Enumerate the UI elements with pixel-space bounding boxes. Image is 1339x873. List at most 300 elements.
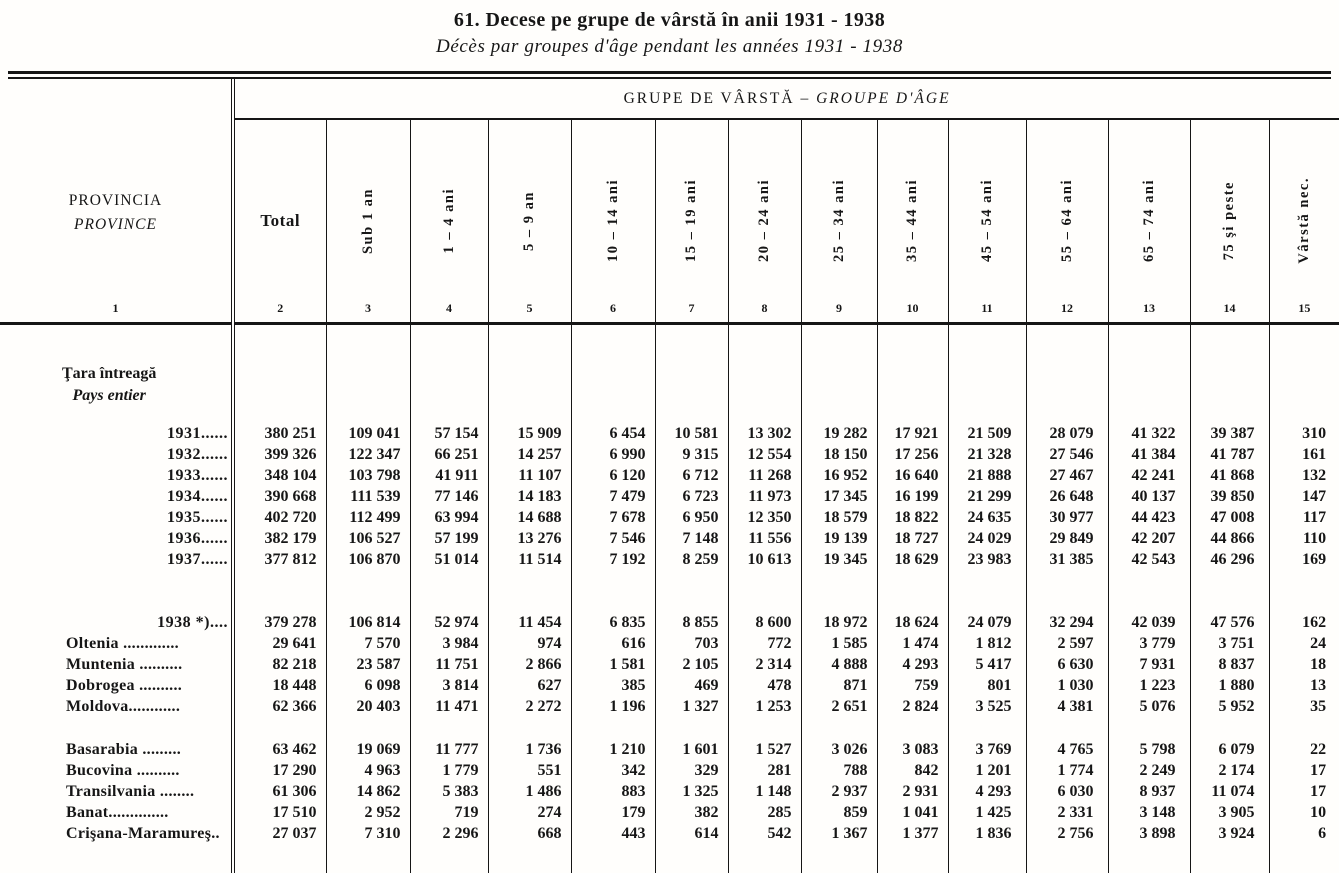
data-cell: 377 812: [233, 549, 326, 570]
age-column-header: [948, 119, 1026, 323]
data-cell: 2 651: [801, 696, 877, 717]
data-cell: 41 911: [410, 465, 488, 486]
age-column-label: 35 – 44 ani: [904, 179, 921, 263]
data-cell: 614: [655, 823, 728, 844]
age-column-header: [1108, 119, 1190, 323]
spacer-cell: [326, 407, 410, 423]
spacer-cell: [948, 570, 1026, 612]
spacer-cell: [571, 844, 655, 873]
data-cell: 5 383: [410, 781, 488, 802]
spacer-cell: [1108, 323, 1190, 363]
data-cell: 5 076: [1108, 696, 1190, 717]
spacer-cell: [410, 717, 488, 739]
data-cell: 11 751: [410, 654, 488, 675]
data-cell: 103 798: [326, 465, 410, 486]
spacer-cell: [571, 407, 655, 423]
data-cell: 6 098: [326, 675, 410, 696]
empty-cell: [1269, 363, 1339, 407]
data-cell: 2 952: [326, 802, 410, 823]
spacer-cell: [728, 844, 801, 873]
data-cell: 32 294: [1026, 612, 1108, 633]
data-cell: 8 937: [1108, 781, 1190, 802]
spacer-cell: [877, 323, 948, 363]
data-cell: 385: [571, 675, 655, 696]
column-number: 3: [365, 300, 371, 315]
data-cell: 18 727: [877, 528, 948, 549]
data-cell: 20 403: [326, 696, 410, 717]
data-cell: 788: [801, 760, 877, 781]
spacer-cell: [1026, 570, 1108, 612]
age-column-label: 15 – 19 ani: [683, 179, 700, 263]
data-cell: 29 641: [233, 633, 326, 654]
spacer-cell: [571, 717, 655, 739]
age-column-label: 20 – 24 ani: [756, 179, 773, 263]
data-cell: 7 570: [326, 633, 410, 654]
data-cell: 4 293: [948, 781, 1026, 802]
table-row: [0, 654, 1339, 675]
data-cell: 18 972: [801, 612, 877, 633]
data-cell: 399 326: [233, 444, 326, 465]
row-label-cell: Muntenia ..........: [0, 654, 233, 675]
section-label: [62, 363, 156, 407]
data-cell: 47 576: [1190, 612, 1269, 633]
empty-cell: [326, 363, 410, 407]
spacer-cell: [1190, 570, 1269, 612]
table-row: [0, 823, 1339, 844]
data-cell: 1 253: [728, 696, 801, 717]
data-cell: 3 924: [1190, 823, 1269, 844]
data-cell: 17 290: [233, 760, 326, 781]
data-cell: 7 192: [571, 549, 655, 570]
data-cell: 27 037: [233, 823, 326, 844]
data-cell: 106 870: [326, 549, 410, 570]
data-cell: 15 909: [488, 423, 571, 444]
provincia-header-label: [0, 189, 231, 237]
data-cell: 17 510: [233, 802, 326, 823]
spacer-cell: [655, 407, 728, 423]
table-row: [0, 781, 1339, 802]
row-label-cell: Basarabia .........: [0, 739, 233, 760]
spacer-cell: [801, 407, 877, 423]
data-cell: 974: [488, 633, 571, 654]
data-cell: 111 539: [326, 486, 410, 507]
spacer-cell: [655, 844, 728, 873]
spacer-cell: [728, 570, 801, 612]
spacer-cell: [233, 844, 326, 873]
provincia-header-cell: [0, 79, 233, 323]
data-cell: 1 030: [1026, 675, 1108, 696]
table-row: [0, 612, 1339, 633]
empty-cell: [233, 363, 326, 407]
data-cell: 2 174: [1190, 760, 1269, 781]
row-label-cell: Oltenia .............: [0, 633, 233, 654]
spacer-cell: [801, 323, 877, 363]
data-cell: 4 888: [801, 654, 877, 675]
spacer-cell: [728, 407, 801, 423]
data-cell: 1 880: [1190, 675, 1269, 696]
data-cell: 668: [488, 823, 571, 844]
data-cell: 41 787: [1190, 444, 1269, 465]
age-group-header-french: GROUPE D'ÂGE: [816, 89, 951, 107]
data-cell: 3 769: [948, 739, 1026, 760]
data-cell: 859: [801, 802, 877, 823]
spacer-row: [0, 570, 1339, 612]
data-cell: 106 814: [326, 612, 410, 633]
section-label-cell: [0, 363, 233, 407]
empty-cell: [877, 363, 948, 407]
title-french: Décès par groupes d'âge pendant les années 1931 - 1938: [436, 36, 903, 57]
data-cell: 17 256: [877, 444, 948, 465]
data-cell: 871: [801, 675, 877, 696]
data-cell: 6 120: [571, 465, 655, 486]
data-cell: 14 183: [488, 486, 571, 507]
spacer-cell: [1269, 717, 1339, 739]
data-cell: 1 836: [948, 823, 1026, 844]
age-column-label: 1 – 4 ani: [440, 188, 457, 254]
column-number: 10: [906, 300, 919, 315]
data-cell: 542: [728, 823, 801, 844]
age-column-label: 5 – 9 an: [521, 190, 538, 251]
data-cell: 14 257: [488, 444, 571, 465]
age-column-header: [233, 119, 326, 323]
data-cell: 1 486: [488, 781, 571, 802]
age-column-header: [877, 119, 948, 323]
data-cell: 63 462: [233, 739, 326, 760]
spacer-cell: [233, 570, 326, 612]
spacer-cell: [1026, 407, 1108, 423]
provincia-label-romanian: PROVINCIA: [68, 192, 163, 210]
data-cell: 443: [571, 823, 655, 844]
data-cell: 7 678: [571, 507, 655, 528]
spacer-cell: [1269, 323, 1339, 363]
spacer-row: [0, 323, 1339, 363]
data-cell: 379 278: [233, 612, 326, 633]
data-cell: 3 984: [410, 633, 488, 654]
data-cell: 21 888: [948, 465, 1026, 486]
data-cell: 17 345: [801, 486, 877, 507]
table-row: [0, 633, 1339, 654]
data-cell: 27 546: [1026, 444, 1108, 465]
data-cell: 274: [488, 802, 571, 823]
spacer-cell: [571, 570, 655, 612]
data-cell: 4 381: [1026, 696, 1108, 717]
data-cell: 6 030: [1026, 781, 1108, 802]
data-cell: 8 259: [655, 549, 728, 570]
table-row: [0, 507, 1339, 528]
spacer-cell: [1108, 717, 1190, 739]
data-cell: 2 866: [488, 654, 571, 675]
table-row: [0, 444, 1339, 465]
column-number: 14: [1223, 300, 1236, 315]
row-label-cell: 1933......: [0, 465, 233, 486]
table-row: [0, 423, 1339, 444]
data-cell: 5 417: [948, 654, 1026, 675]
data-cell: 23 983: [948, 549, 1026, 570]
data-cell: 18 579: [801, 507, 877, 528]
data-cell: 390 668: [233, 486, 326, 507]
spacer-row: [0, 407, 1339, 423]
row-label-cell: Transilvania ........: [0, 781, 233, 802]
table-row: [0, 739, 1339, 760]
data-cell: 13 276: [488, 528, 571, 549]
data-cell: 11 107: [488, 465, 571, 486]
table-row: [0, 696, 1339, 717]
age-column-label: 55 – 64 ani: [1058, 179, 1075, 263]
title-romanian: 61. Decese pe grupe de vârstă în anii 1931 - 1938: [453, 9, 886, 31]
data-cell: 2 937: [801, 781, 877, 802]
data-cell: 18 629: [877, 549, 948, 570]
column-number: 12: [1061, 300, 1073, 315]
row-label-cell: Banat..............: [0, 802, 233, 823]
spacer-cell: [1108, 844, 1190, 873]
data-cell: 11 973: [728, 486, 801, 507]
data-cell: 109 041: [326, 423, 410, 444]
age-column-label: 75 şi peste: [1221, 181, 1238, 261]
column-number: 8: [761, 300, 768, 315]
data-cell: 30 977: [1026, 507, 1108, 528]
data-cell: 7 310: [326, 823, 410, 844]
row-label-cell: Moldova............: [0, 696, 233, 717]
data-cell: 2 824: [877, 696, 948, 717]
data-cell: 2 296: [410, 823, 488, 844]
data-cell: 117: [1303, 509, 1327, 526]
data-cell: 1 779: [410, 760, 488, 781]
spacer-cell: [1190, 717, 1269, 739]
spacer-cell: [877, 844, 948, 873]
data-cell: 12 350: [728, 507, 801, 528]
column-number: 13: [1143, 300, 1155, 315]
empty-cell: [801, 363, 877, 407]
data-cell: 24 635: [948, 507, 1026, 528]
data-cell: 17: [1310, 783, 1327, 800]
data-cell: 6 712: [655, 465, 728, 486]
spacer-cell: [655, 323, 728, 363]
data-cell: 21 328: [948, 444, 1026, 465]
table-row: [0, 760, 1339, 781]
data-cell: 11 556: [728, 528, 801, 549]
row-label-cell: Dobrogea ..........: [0, 675, 233, 696]
spacer-cell: [1269, 844, 1339, 873]
spacer-cell: [233, 407, 326, 423]
data-cell: 310: [1302, 425, 1327, 442]
data-cell: 18 822: [877, 507, 948, 528]
data-cell: 39 387: [1190, 423, 1269, 444]
data-cell: 40 137: [1108, 486, 1190, 507]
data-cell: 2 931: [877, 781, 948, 802]
spacer-cell: [326, 323, 410, 363]
data-cell: 1 367: [801, 823, 877, 844]
data-cell: 4 293: [877, 654, 948, 675]
data-cell: 16 640: [877, 465, 948, 486]
column-number: 4: [446, 300, 452, 315]
data-cell: 7 479: [571, 486, 655, 507]
spacer-row: [0, 844, 1339, 873]
age-column-label: 45 – 54 ani: [978, 179, 995, 263]
data-cell: 47 008: [1190, 507, 1269, 528]
spacer-cell: [0, 323, 233, 363]
data-cell: 6 835: [571, 612, 655, 633]
spacer-cell: [1190, 323, 1269, 363]
data-cell: 3 083: [877, 739, 948, 760]
data-cell: 19 282: [801, 423, 877, 444]
data-cell: 10 613: [728, 549, 801, 570]
provincia-label-french: PROVINCE: [74, 216, 157, 234]
data-cell: 3 026: [801, 739, 877, 760]
data-cell: 6: [1318, 825, 1327, 842]
age-column-label: 10 – 14 ani: [604, 179, 621, 263]
data-cell: 9 315: [655, 444, 728, 465]
spacer-cell: [948, 844, 1026, 873]
section-label-row: [0, 363, 1339, 407]
data-cell: 21 509: [948, 423, 1026, 444]
spacer-cell: [410, 407, 488, 423]
spacer-cell: [0, 407, 233, 423]
data-cell: 7 931: [1108, 654, 1190, 675]
data-cell: 29 849: [1026, 528, 1108, 549]
data-cell: 23 587: [326, 654, 410, 675]
data-cell: 3 898: [1108, 823, 1190, 844]
group-header-row: [0, 79, 1339, 119]
data-cell: 2 331: [1026, 802, 1108, 823]
data-cell: 8 600: [728, 612, 801, 633]
data-cell: 27 467: [1026, 465, 1108, 486]
data-cell: 57 154: [410, 423, 488, 444]
data-cell: 82 218: [233, 654, 326, 675]
spacer-cell: [877, 717, 948, 739]
age-column-header: [488, 119, 571, 323]
data-cell: 1 774: [1026, 760, 1108, 781]
spacer-cell: [410, 323, 488, 363]
data-cell: 6 723: [655, 486, 728, 507]
data-cell: 10: [1310, 804, 1327, 821]
data-cell: 1 581: [571, 654, 655, 675]
data-cell: 57 199: [410, 528, 488, 549]
data-cell: 2 249: [1108, 760, 1190, 781]
data-cell: 106 527: [326, 528, 410, 549]
data-cell: 14 688: [488, 507, 571, 528]
spacer-cell: [1269, 407, 1339, 423]
spacer-cell: [728, 323, 801, 363]
data-cell: 380 251: [233, 423, 326, 444]
spacer-cell: [801, 717, 877, 739]
column-number: 11: [981, 300, 993, 315]
data-cell: 63 994: [410, 507, 488, 528]
spacer-cell: [1026, 844, 1108, 873]
age-column-label: Total: [260, 210, 301, 230]
data-cell: 1 201: [948, 760, 1026, 781]
data-cell: 24 029: [948, 528, 1026, 549]
data-cell: 551: [488, 760, 571, 781]
data-cell: 24: [1310, 635, 1327, 652]
data-cell: 1 327: [655, 696, 728, 717]
row-label-cell: 1932......: [0, 444, 233, 465]
data-cell: 1 425: [948, 802, 1026, 823]
age-column-header: [1269, 119, 1339, 323]
data-cell: 44 866: [1190, 528, 1269, 549]
data-cell: 3 779: [1108, 633, 1190, 654]
age-column-label: 25 – 34 ani: [830, 179, 847, 263]
data-cell: 17 921: [877, 423, 948, 444]
data-cell: 62 366: [233, 696, 326, 717]
spacer-cell: [571, 323, 655, 363]
age-column-header: [655, 119, 728, 323]
table-row: [0, 486, 1339, 507]
age-group-header-romanian: GRUPE DE VÂRSTĂ –: [623, 89, 817, 107]
data-cell: 11 268: [728, 465, 801, 486]
data-cell: 478: [728, 675, 801, 696]
data-cell: 19 069: [326, 739, 410, 760]
data-cell: 18 624: [877, 612, 948, 633]
spacer-cell: [488, 844, 571, 873]
data-cell: 39 850: [1190, 486, 1269, 507]
spacer-cell: [877, 407, 948, 423]
table-row: [0, 528, 1339, 549]
data-cell: 11 777: [410, 739, 488, 760]
data-cell: 13 302: [728, 423, 801, 444]
data-cell: 3 814: [410, 675, 488, 696]
data-cell: 35: [1310, 698, 1327, 715]
data-cell: 1 736: [488, 739, 571, 760]
spacer-cell: [728, 717, 801, 739]
row-label-cell: 1934......: [0, 486, 233, 507]
spacer-cell: [801, 844, 877, 873]
data-cell: 18 150: [801, 444, 877, 465]
data-cell: 627: [488, 675, 571, 696]
data-cell: 18: [1310, 656, 1327, 673]
data-cell: 42 207: [1108, 528, 1190, 549]
data-cell: 6 950: [655, 507, 728, 528]
spacer-cell: [326, 717, 410, 739]
data-cell: 19 139: [801, 528, 877, 549]
empty-cell: [1026, 363, 1108, 407]
data-cell: 6 630: [1026, 654, 1108, 675]
data-cell: 16 952: [801, 465, 877, 486]
data-cell: 110: [1303, 530, 1327, 547]
data-cell: 10 581: [655, 423, 728, 444]
column-number: 9: [836, 300, 842, 315]
data-cell: 1 585: [801, 633, 877, 654]
spacer-cell: [655, 570, 728, 612]
data-cell: 66 251: [410, 444, 488, 465]
data-cell: 14 862: [326, 781, 410, 802]
age-column-header: [410, 119, 488, 323]
spacer-cell: [1190, 407, 1269, 423]
data-cell: 1 527: [728, 739, 801, 760]
data-cell: 22: [1310, 741, 1327, 758]
data-cell: 402 720: [233, 507, 326, 528]
data-cell: 1 223: [1108, 675, 1190, 696]
age-column-header: [571, 119, 655, 323]
data-cell: 41 322: [1108, 423, 1190, 444]
data-cell: 19 345: [801, 549, 877, 570]
data-cell: 1 210: [571, 739, 655, 760]
data-cell: 8 855: [655, 612, 728, 633]
data-cell: 77 146: [410, 486, 488, 507]
data-cell: 382 179: [233, 528, 326, 549]
section-label-romanian: Ţara întreagă: [62, 365, 157, 382]
age-column-header: [1026, 119, 1108, 323]
data-cell: 1 812: [948, 633, 1026, 654]
data-cell: 2 272: [488, 696, 571, 717]
empty-cell: [1190, 363, 1269, 407]
age-column-header: [728, 119, 801, 323]
spacer-cell: [410, 844, 488, 873]
data-cell: 2 597: [1026, 633, 1108, 654]
data-cell: 11 514: [488, 549, 571, 570]
data-cell: 42 241: [1108, 465, 1190, 486]
data-cell: 329: [655, 760, 728, 781]
empty-cell: [948, 363, 1026, 407]
